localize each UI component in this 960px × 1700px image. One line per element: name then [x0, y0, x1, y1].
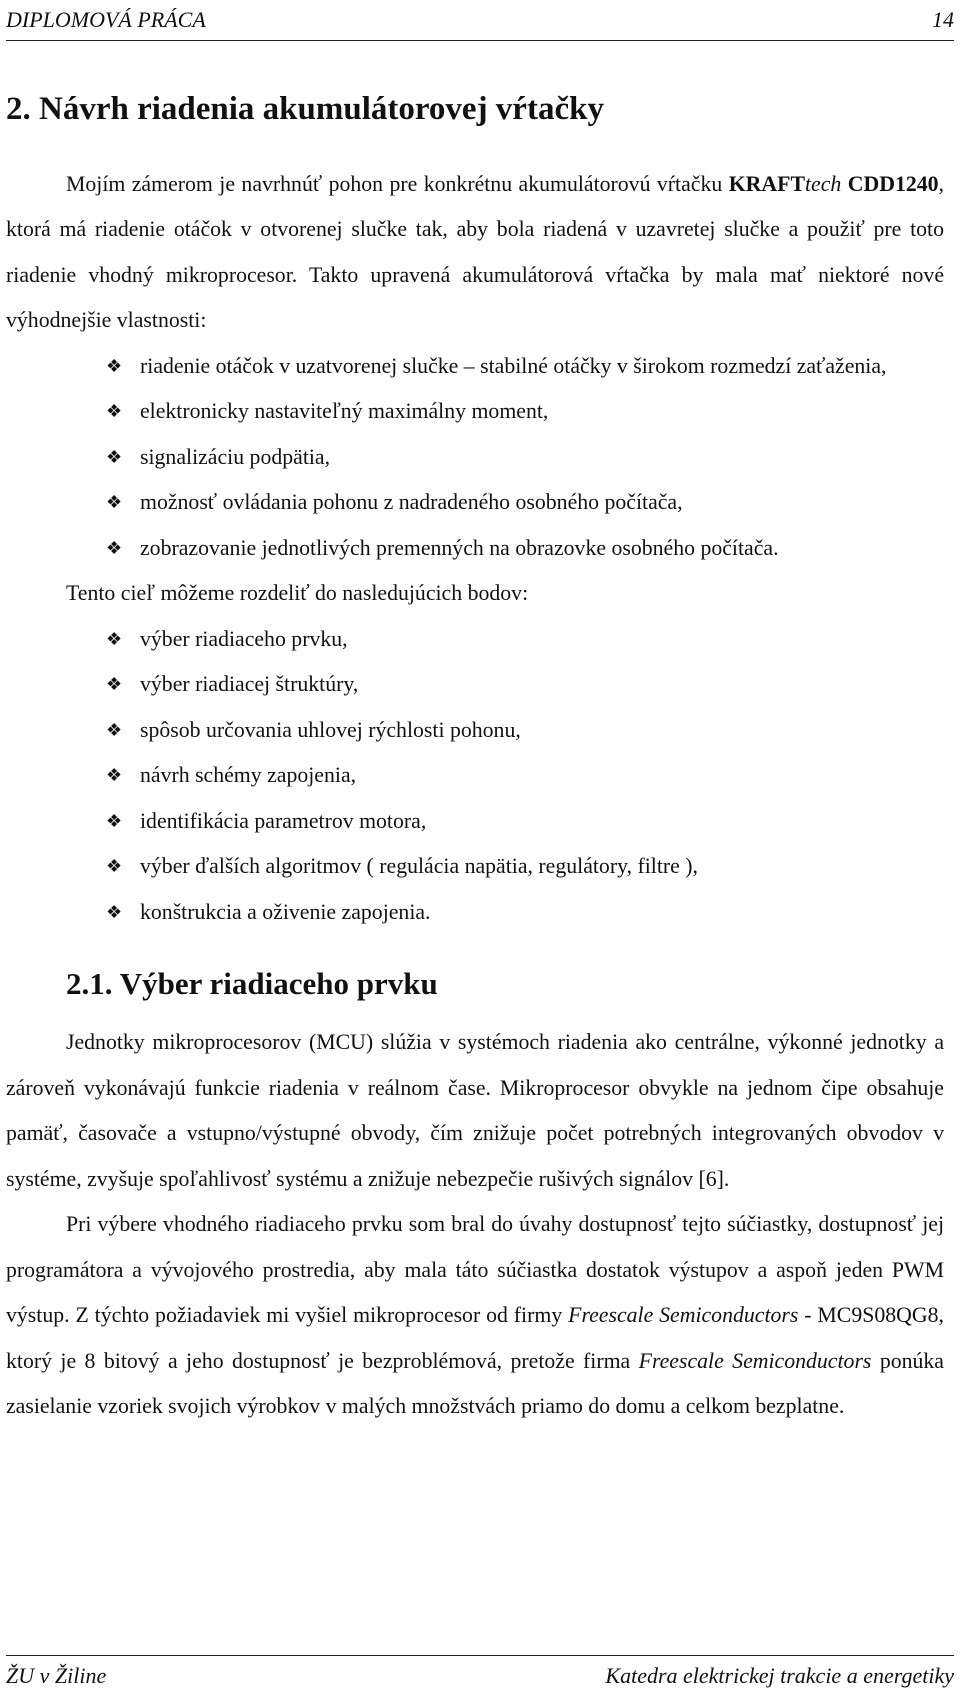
feature-list — [6, 344, 944, 572]
steps-list — [6, 617, 944, 936]
list-item-text: výber riadiacej štruktúry, — [140, 672, 359, 697]
list-item — [106, 526, 944, 572]
footer-university: ŽU v Žiline — [6, 1663, 107, 1688]
list-item-text: možnosť ovládania pohonu z nadradeného osobného počítača, — [140, 490, 683, 515]
list-item — [106, 753, 944, 799]
list-item — [106, 799, 944, 845]
diamond-bullet-icon: ❖ — [106, 719, 123, 740]
list-item-text: návrh schémy zapojenia, — [140, 763, 357, 788]
list-item — [106, 344, 944, 390]
goal-paragraph: Tento cieľ môžeme rozdeliť do nasledujúcich bodov: — [66, 581, 529, 606]
list-item-text: elektronicky nastaviteľný maximálny moment, — [140, 399, 549, 424]
diamond-bullet-icon: ❖ — [106, 810, 123, 831]
list-item-text: identifikácia parametrov motora, — [140, 808, 427, 833]
mcu-paragraph: Jednotky mikroprocesorov (MCU) slúžia v systémoch riadenia ako centrálne, výkonné jednotky a zároveň vykonávajú funkcie riadenia v reálnom čase. Mikroprocesor obvykle na jednom čipe obsahuje pamäť, časovače a vstupno/výstupné obvody, čím znižuje počet potrebných integrovaných obvodov v systéme, zvyšuje spoľahlivosť systému a znižuje nebezpečie rušivých signálov [6]. — [6, 1030, 944, 1191]
header-title: DIPLOMOVÁ PRÁCA — [6, 7, 206, 32]
diamond-bullet-icon: ❖ — [106, 446, 123, 467]
diamond-bullet-icon: ❖ — [106, 401, 123, 422]
list-item — [106, 890, 944, 936]
list-item-text: konštrukcia a oživenie zapojenia. — [140, 899, 431, 924]
page-header — [6, 4, 954, 36]
list-item-text: signalizáciu podpätia, — [140, 444, 331, 469]
page-number: 14 — [932, 7, 954, 32]
list-item — [106, 480, 944, 526]
subsection-heading: 2.1. Výber riadiaceho prvku — [66, 966, 438, 1002]
list-item-text: výber ďalších algoritmov ( regulácia napätia, regulátory, filtre ), — [140, 854, 698, 879]
list-item — [106, 708, 944, 754]
diamond-bullet-icon: ❖ — [106, 674, 123, 695]
list-item-text: zobrazovanie jednotlivých premenných na obrazovke osobného počítača. — [140, 535, 779, 560]
selection-paragraph: Pri výbere vhodného riadiaceho prvku som bral do úvahy dostupnosť tejto súčiastky, dostupnosť jej programátora a vývojového prostredia, aby mala táto súčiastka dostatok výstupov a aspoň jeden PWM výstup. Z týchto požiadaviek mi vyšiel mikroprocesor od firmy Freescale Semiconductors - MC9S08QG8, ktorý je 8 bitový a jeho dostupnosť je bezproblémová, pretože firma Freescale Semiconductors ponúka zasielanie vzoriek svojich výrobkov v malých množstvách priamo do domu a celkom bezplatne. — [6, 1212, 944, 1419]
list-item — [106, 389, 944, 435]
list-item — [106, 435, 944, 481]
diamond-bullet-icon: ❖ — [106, 355, 123, 376]
diamond-bullet-icon: ❖ — [106, 537, 123, 558]
diamond-bullet-icon: ❖ — [106, 492, 123, 513]
diamond-bullet-icon: ❖ — [106, 901, 123, 922]
list-item-text: výber riadiaceho prvku, — [140, 626, 348, 651]
list-item — [106, 617, 944, 663]
section-heading: 2. Návrh riadenia akumulátorovej vŕtačky — [6, 91, 604, 127]
page-footer — [6, 1660, 954, 1692]
list-item-text: spôsob určovania uhlovej rýchlosti pohonu, — [140, 717, 521, 742]
main-content — [6, 90, 944, 1430]
list-item-text: riadenie otáčok v uzatvorenej slučke – stabilné otáčky v širokom rozmedzí zaťaženia, — [140, 353, 887, 378]
list-item — [106, 662, 944, 708]
list-item — [106, 844, 944, 890]
footer-divider — [6, 1655, 954, 1656]
footer-department: Katedra elektrickej trakcie a energetiky — [605, 1663, 954, 1688]
diamond-bullet-icon: ❖ — [106, 856, 123, 877]
diamond-bullet-icon: ❖ — [106, 628, 123, 649]
intro-paragraph: Mojím zámerom je navrhnúť pohon pre konkrétnu akumulátorovú vŕtačku KRAFTtech CDD1240, ktorá má riadenie otáčok v otvorenej slučke tak, aby bola riadená v uzavretej slučke a použiť pre toto riadenie vhodný mikroprocesor. Takto upravená akumulátorová vŕtačka by mala mať niektoré nové výhodnejšie vlastnosti: — [6, 171, 944, 333]
diamond-bullet-icon: ❖ — [106, 765, 123, 786]
header-divider — [6, 40, 954, 41]
